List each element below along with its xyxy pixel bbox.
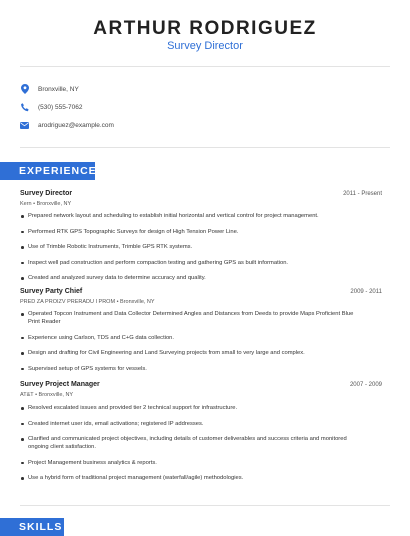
phone-text[interactable]: (530) 555-7062 (38, 103, 83, 111)
section-heading-experience: EXPERIENCE (0, 162, 95, 180)
company-name: AT&T (20, 392, 34, 398)
list-item: Created and analyzed survey data to determine accuracy and quality. (20, 274, 365, 282)
job-company-location: PRED ZA PROIZV PRERADU I PROM • Bronxville, NY (20, 299, 155, 305)
list-item: Use of Trimble Robotic Instruments, Trimble GPS RTK systems. (20, 243, 365, 251)
job-bullet-list (20, 212, 365, 282)
company-location: Bronxville, NY (120, 299, 155, 305)
job-title-heading: Survey Director (167, 40, 243, 52)
job-dates: 2009 - 2011 (350, 289, 382, 295)
section-heading-skills: SKILLS (0, 518, 64, 536)
list-item: Experience using Carlson, TDS and C+G data collection. (20, 334, 365, 342)
list-item: Use a hybrid form of traditional project management (waterfall/agile) methodologies. (20, 474, 365, 482)
list-item: Operated Topcon Instrument and Data Collector Determined Angles and Distances from Deeds to provide Maps Proficient Blue Print Reader (20, 310, 365, 326)
list-item: Created internet user ids, email activations; registered IP addresses. (20, 420, 365, 428)
phone-icon (20, 102, 29, 113)
contact-location (20, 82, 79, 96)
contact-email (20, 118, 114, 132)
location-pin-icon (20, 84, 29, 95)
list-item: Prepared network layout and scheduling to establish initial horizontal and vertical control for project management. (20, 212, 365, 220)
company-name: PRED ZA PROIZV PRERADU I PROM (20, 299, 116, 305)
list-item: Resolved escalated issues and provided tier 2 technical support for infrastructure. (20, 404, 365, 412)
job-company-location: Kern • Bronxville, NY (20, 201, 72, 207)
list-item: Project Management business analytics & reports. (20, 459, 365, 467)
contact-phone (20, 100, 82, 114)
job-position-title: Survey Party Chief (20, 288, 83, 295)
job-dates: 2007 - 2009 (349, 382, 382, 388)
email-icon (20, 120, 29, 131)
company-name: Kern (20, 201, 32, 207)
candidate-name: ARTHUR RODRIGUEZ (93, 18, 317, 39)
list-item: Supervised setup of GPS systems for vessels. (20, 365, 365, 373)
list-item: Clarified and communicated project objectives, including details of customer deliverables and success criteria and monitored ongoing client satisfaction. (20, 435, 365, 451)
list-item: Inspect well pad construction and perform compaction testing and gathering GPS as built information. (20, 259, 365, 267)
divider (20, 505, 390, 506)
job-position-title: Survey Director (20, 190, 73, 197)
company-location: Bronxville, NY (36, 201, 72, 207)
job-position-title: Survey Project Manager (20, 381, 100, 388)
location-text: Bronxville, NY (38, 85, 79, 93)
job-bullet-list (20, 310, 365, 373)
company-location: Bronxville, NY (38, 392, 74, 398)
divider (20, 66, 390, 67)
email-text[interactable]: arodriguez@example.com (38, 121, 114, 129)
job-company-location: AT&T • Bronxville, NY (20, 392, 74, 398)
job-bullet-list (20, 404, 365, 482)
divider (20, 147, 390, 148)
list-item: Performed RTK GPS Topographic Surveys for design of High Tension Power Line. (20, 228, 365, 236)
list-item: Design and drafting for Civil Engineering and Land Surveying projects from small to very large and complex. (20, 349, 365, 357)
job-dates: 2011 - Present (343, 191, 382, 197)
